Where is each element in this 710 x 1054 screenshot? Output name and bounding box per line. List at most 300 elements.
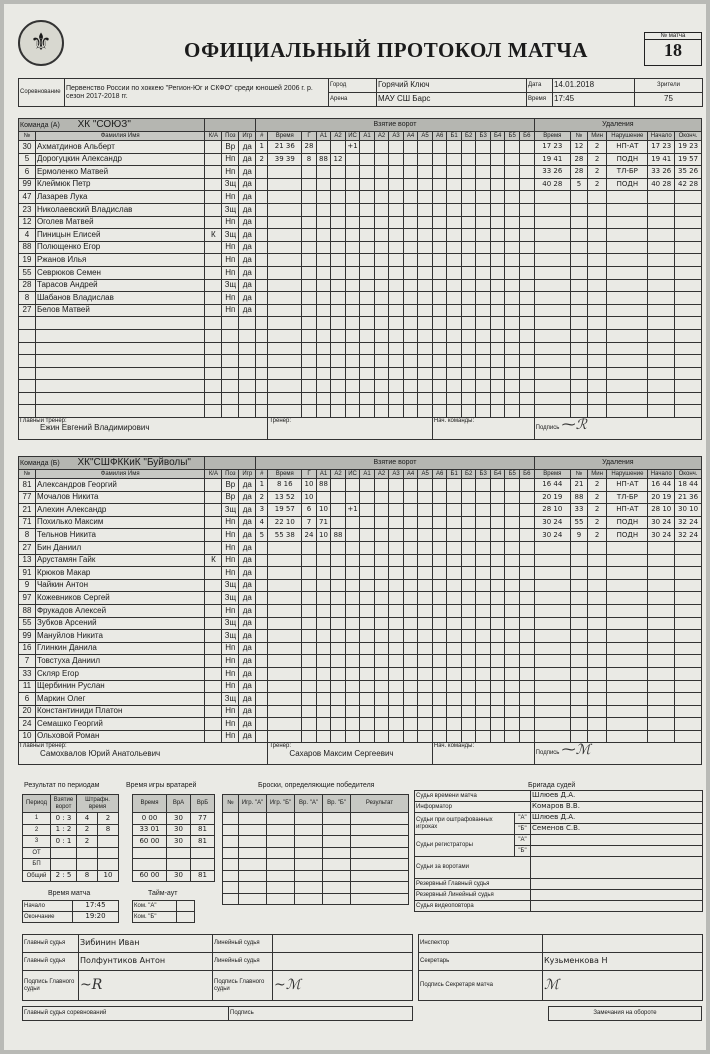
goalie-row bbox=[133, 836, 215, 848]
player-number: 99 bbox=[19, 630, 36, 643]
player-captain bbox=[205, 216, 222, 229]
player-played: да bbox=[239, 617, 256, 630]
player-captain bbox=[205, 516, 222, 529]
player-played: да bbox=[239, 730, 256, 743]
player-played: да bbox=[239, 592, 256, 605]
period-cell: 10 bbox=[98, 870, 119, 882]
goal-cell: 39 39 bbox=[268, 153, 302, 166]
timeout-a-label: Ком. "А" bbox=[133, 901, 177, 912]
player-row bbox=[19, 529, 702, 542]
penalty-b-tag: "Б" bbox=[515, 824, 531, 835]
player-row bbox=[19, 655, 702, 668]
shootout-table bbox=[222, 794, 409, 905]
col-ka: К/А bbox=[205, 470, 222, 479]
player-row bbox=[19, 392, 702, 405]
player-position: Нп bbox=[222, 254, 239, 267]
player-row bbox=[19, 178, 702, 191]
penalty-col: Начало bbox=[648, 470, 675, 479]
goal-col: Б6 bbox=[519, 132, 534, 141]
player-name: Шабанов Владислав bbox=[35, 292, 204, 305]
team_b-coach: Самохвалов Юрий Анатольевич bbox=[40, 748, 161, 758]
period-row bbox=[23, 847, 119, 859]
team_b-goals-title: Взятие ворот bbox=[256, 457, 534, 470]
player-position: Нп bbox=[222, 567, 239, 580]
match-number-box bbox=[644, 32, 702, 66]
player-row bbox=[19, 292, 702, 305]
player-row bbox=[19, 203, 702, 216]
player-number: 4 bbox=[19, 229, 36, 242]
goal-cell bbox=[316, 491, 331, 504]
team_b-table bbox=[18, 456, 702, 765]
player-number: 55 bbox=[19, 617, 36, 630]
goalie-cell: 33 01 bbox=[133, 824, 167, 836]
player-row bbox=[19, 504, 702, 517]
player-captain bbox=[205, 655, 222, 668]
player-position: Нп bbox=[222, 529, 239, 542]
registrar-a-tag: "А" bbox=[515, 835, 531, 846]
player-row bbox=[19, 229, 702, 242]
timeout-table bbox=[132, 900, 195, 923]
player-captain bbox=[205, 304, 222, 317]
goal-cell: 10 bbox=[302, 491, 317, 504]
player-played: да bbox=[239, 680, 256, 693]
player-name: Полющенко Егор bbox=[35, 241, 204, 254]
eagle-icon: ⚜ bbox=[30, 29, 52, 56]
player-number: 24 bbox=[19, 718, 36, 731]
team_b-trainer-label: Тренер: bbox=[269, 743, 291, 750]
arena-value: МАУ СШ Барс bbox=[377, 93, 527, 107]
player-number: 8 bbox=[19, 529, 36, 542]
player-number: 71 bbox=[19, 516, 36, 529]
period-cell: 3 bbox=[23, 836, 51, 848]
penalty-cell: 32 24 bbox=[675, 516, 702, 529]
penalty-cell: 19 57 bbox=[675, 153, 702, 166]
player-played: да bbox=[239, 203, 256, 216]
penalty-cell: 2 bbox=[587, 491, 606, 504]
team_a-penalties-title: Удаления bbox=[534, 119, 701, 132]
period-cell bbox=[98, 847, 119, 859]
player-captain bbox=[205, 705, 222, 718]
player-captain bbox=[205, 141, 222, 154]
goal-col: А2 bbox=[374, 132, 389, 141]
goal-col: Г bbox=[302, 132, 317, 141]
player-played: да bbox=[239, 166, 256, 179]
goal-col: А2 bbox=[374, 470, 389, 479]
main-ref2-label: Главный судья bbox=[23, 953, 79, 971]
team_b-penalties-title: Удаления bbox=[534, 457, 701, 470]
player-name: Ольховой Роман bbox=[35, 730, 205, 743]
goal-col: А6 bbox=[432, 132, 447, 141]
penalty-cell: 30 24 bbox=[648, 516, 675, 529]
registrars-label: Судьи регистраторы bbox=[415, 835, 515, 857]
player-number: 88 bbox=[19, 241, 36, 254]
officials-table bbox=[414, 790, 703, 912]
team_b-trainer: Сахаров Максим Сергеевич bbox=[289, 748, 394, 758]
player-number: 12 bbox=[19, 216, 36, 229]
player-row bbox=[19, 579, 702, 592]
secretary-value: Кузьменкова Н bbox=[543, 953, 703, 971]
goal-cell bbox=[345, 529, 360, 542]
player-row bbox=[19, 718, 702, 731]
player-played: да bbox=[239, 655, 256, 668]
shootout-col: Вр. "А" bbox=[295, 795, 323, 813]
penalty-col: Оконч. bbox=[675, 470, 702, 479]
period-cell bbox=[98, 836, 119, 848]
team_a-coach-signature: ⁓ℛ bbox=[561, 417, 587, 434]
line-ref2-label: Линейный судья bbox=[213, 953, 273, 971]
player-played: да bbox=[239, 241, 256, 254]
player-played: да bbox=[239, 491, 256, 504]
player-played: да bbox=[239, 191, 256, 204]
player-played: да bbox=[239, 279, 256, 292]
penalty-cell: 2 bbox=[587, 153, 606, 166]
player-position: Зщ bbox=[222, 592, 239, 605]
player-captain bbox=[205, 479, 222, 492]
player-name: Похилько Максим bbox=[35, 516, 205, 529]
goal-cell: 10 bbox=[316, 504, 331, 517]
shootout-col: Игр. "Б" bbox=[267, 795, 295, 813]
player-name: Оголев Матвей bbox=[35, 216, 204, 229]
protocol-sheet bbox=[4, 4, 706, 1050]
penalty-col: Время bbox=[534, 470, 570, 479]
player-row bbox=[19, 254, 702, 267]
player-position: Зщ bbox=[222, 178, 239, 191]
player-name: Тарасов Андрей bbox=[35, 279, 204, 292]
player-position: Нп bbox=[222, 153, 239, 166]
player-row bbox=[19, 216, 702, 229]
player-played: да bbox=[239, 554, 256, 567]
main-ref1-label: Главный судья bbox=[23, 935, 79, 953]
start-value: 17:45 bbox=[73, 901, 119, 912]
penalty-cell: 21 bbox=[570, 479, 587, 492]
goalie-row bbox=[133, 824, 215, 836]
end-label: Окончание bbox=[23, 912, 73, 923]
player-captain bbox=[205, 693, 222, 706]
goal-col: Время bbox=[268, 132, 302, 141]
penalty-cell: ТЛ-БР bbox=[607, 491, 648, 504]
goal-cell: 10 bbox=[302, 479, 317, 492]
match-number: 18 bbox=[664, 40, 682, 60]
goal-cell: 5 bbox=[256, 529, 268, 542]
goal-cell: 24 bbox=[302, 529, 317, 542]
col-pos: Поз bbox=[222, 470, 239, 479]
goal-cell: 4 bbox=[256, 516, 268, 529]
player-row bbox=[19, 141, 702, 154]
period-cell: 8 bbox=[77, 870, 98, 882]
player-position: Нп bbox=[222, 554, 239, 567]
period-col: Период bbox=[23, 795, 51, 813]
period-row bbox=[23, 824, 119, 836]
sign-secretary-label: Подпись Секретаря матча bbox=[419, 971, 543, 1001]
goal-col: А5 bbox=[418, 132, 433, 141]
player-captain: К bbox=[205, 229, 222, 242]
player-position: Нп bbox=[222, 191, 239, 204]
col-pos: Поз bbox=[222, 132, 239, 141]
penalty-judge-a: Шлюев Д.А. bbox=[531, 813, 703, 824]
goal-cell: 28 bbox=[302, 141, 317, 154]
match-time-table bbox=[22, 900, 119, 923]
player-name: Ржанов Илья bbox=[35, 254, 204, 267]
goal-cell bbox=[331, 141, 346, 154]
player-captain bbox=[205, 592, 222, 605]
player-number: 16 bbox=[19, 642, 36, 655]
team_b-team-name: ХК"СШФККиК "Буйволы" bbox=[77, 456, 191, 468]
match-number-label: № матча bbox=[645, 33, 701, 40]
player-captain bbox=[205, 266, 222, 279]
col-no: № bbox=[19, 470, 36, 479]
goal-col: А5 bbox=[418, 470, 433, 479]
goal-cell bbox=[345, 479, 360, 492]
timeout-b-label: Ком. "Б" bbox=[133, 912, 177, 923]
player-captain bbox=[205, 529, 222, 542]
team_b-sign-label: Подпись bbox=[535, 750, 560, 757]
officials-title: Бригада судей bbox=[528, 782, 576, 789]
player-played: да bbox=[239, 216, 256, 229]
player-captain bbox=[205, 504, 222, 517]
player-captain bbox=[205, 203, 222, 216]
penalty-cell: НП-АТ bbox=[607, 479, 648, 492]
player-played: да bbox=[239, 516, 256, 529]
player-position: Нп bbox=[222, 292, 239, 305]
player-played: да bbox=[239, 254, 256, 267]
period-cell bbox=[51, 847, 77, 859]
player-captain bbox=[205, 541, 222, 554]
player-played: да bbox=[239, 630, 256, 643]
period-cell: 0 : 3 bbox=[51, 813, 77, 825]
player-played: да bbox=[239, 229, 256, 242]
player-captain: К bbox=[205, 554, 222, 567]
penalty-cell: 2 bbox=[587, 166, 606, 179]
player-name: Мануйлов Никита bbox=[35, 630, 205, 643]
period-cell: 4 bbox=[77, 813, 98, 825]
penalty-cell: 88 bbox=[570, 491, 587, 504]
player-position: Нп bbox=[222, 166, 239, 179]
player-name: Мочалов Никита bbox=[35, 491, 205, 504]
match-info-table bbox=[18, 78, 703, 107]
player-captain bbox=[205, 642, 222, 655]
player-row bbox=[19, 153, 702, 166]
player-row bbox=[19, 380, 702, 393]
player-name: Чайкин Антон bbox=[35, 579, 205, 592]
inspector-table bbox=[418, 934, 703, 1001]
secretary-signature: ℳ bbox=[543, 971, 703, 1001]
goal-col: Б3 bbox=[476, 132, 491, 141]
player-number: 55 bbox=[19, 266, 36, 279]
goal-cell: 6 bbox=[302, 504, 317, 517]
player-name: Фрукадов Алексей bbox=[35, 604, 205, 617]
player-name: Александров Георгий bbox=[35, 479, 205, 492]
player-position: Зщ bbox=[222, 630, 239, 643]
player-row bbox=[19, 279, 702, 292]
player-position: Нп bbox=[222, 541, 239, 554]
player-name: Лазарев Лука bbox=[35, 191, 204, 204]
goalie-a-col: ВрА bbox=[167, 795, 191, 813]
goalie-b-col: ВрБ bbox=[191, 795, 215, 813]
player-number: 33 bbox=[19, 667, 36, 680]
player-position: Нп bbox=[222, 216, 239, 229]
goal-col: Б5 bbox=[505, 470, 520, 479]
player-played: да bbox=[239, 567, 256, 580]
goal-cell bbox=[331, 479, 346, 492]
col-name: Фамилия Имя bbox=[35, 132, 204, 141]
player-captain bbox=[205, 579, 222, 592]
goalie-cell: 60 00 bbox=[133, 836, 167, 848]
goalie-cell: 81 bbox=[191, 824, 215, 836]
notes-table bbox=[548, 1006, 702, 1021]
timeout-label: Тайм-аут bbox=[148, 890, 178, 897]
penalty-judge-b: Семенов С.В. bbox=[531, 824, 703, 835]
player-number: 7 bbox=[19, 655, 36, 668]
penalty-cell: 2 bbox=[587, 516, 606, 529]
player-number: 11 bbox=[19, 680, 36, 693]
team_b-name-cell bbox=[19, 457, 205, 470]
penalty-cell: 28 bbox=[570, 166, 587, 179]
penalty-cell: 2 bbox=[587, 504, 606, 517]
goal-col: А4 bbox=[403, 470, 418, 479]
penalty-cell: 19 41 bbox=[534, 153, 570, 166]
player-position: Зщ bbox=[222, 693, 239, 706]
penalty-a-tag: "А" bbox=[515, 813, 531, 824]
player-captain bbox=[205, 730, 222, 743]
player-position: Нп bbox=[222, 730, 239, 743]
player-row bbox=[19, 317, 702, 330]
goalie-time-col: Время bbox=[133, 795, 167, 813]
notes-label: Замечания на обороте bbox=[549, 1007, 702, 1021]
goal-cell: 1 bbox=[256, 141, 268, 154]
player-position: Зщ bbox=[222, 229, 239, 242]
penalty-cell: 33 26 bbox=[648, 166, 675, 179]
player-row bbox=[19, 705, 702, 718]
period-cell: 2 bbox=[77, 824, 98, 836]
penalty-cell: 21 36 bbox=[675, 491, 702, 504]
main-ref2-signature: ~ℳ bbox=[273, 971, 413, 1001]
player-name: Щербинин Руслан bbox=[35, 680, 205, 693]
goalie-cell: 30 bbox=[167, 813, 191, 825]
goal-col: Б1 bbox=[447, 132, 462, 141]
team_a-sign-label: Подпись bbox=[535, 425, 560, 432]
penalty-cell: ПОДН bbox=[607, 529, 648, 542]
period-cell: 2 bbox=[98, 813, 119, 825]
spectators-value: 75 bbox=[635, 93, 703, 107]
player-number: 99 bbox=[19, 178, 36, 191]
player-row bbox=[19, 491, 702, 504]
player-row bbox=[19, 567, 702, 580]
player-position: Нп bbox=[222, 705, 239, 718]
goal-col: А1 bbox=[316, 470, 331, 479]
penalty-col: Мин bbox=[587, 470, 606, 479]
team_a-coach-label: Главный тренер: bbox=[20, 418, 67, 425]
informer-label: Информатор bbox=[415, 802, 531, 813]
goalie-table bbox=[132, 794, 215, 882]
periods-title: Результат по периодам bbox=[24, 782, 100, 789]
penalty-cell: 2 bbox=[587, 529, 606, 542]
penalty-col: № bbox=[570, 132, 587, 141]
player-position: Нп bbox=[222, 516, 239, 529]
penalty-cell: НП-АТ bbox=[607, 504, 648, 517]
player-row bbox=[19, 355, 702, 368]
line-ref1-label: Линейный судья bbox=[213, 935, 273, 953]
goal-col: А4 bbox=[403, 132, 418, 141]
competition-head-table bbox=[22, 1006, 413, 1021]
player-played: да bbox=[239, 642, 256, 655]
player-captain bbox=[205, 292, 222, 305]
player-captain bbox=[205, 567, 222, 580]
player-name: Тельнов Никита bbox=[35, 529, 205, 542]
player-played: да bbox=[239, 141, 256, 154]
city-label: Город bbox=[329, 79, 377, 93]
goalie-cell: 60 00 bbox=[133, 870, 167, 882]
player-played: да bbox=[239, 504, 256, 517]
player-name: Бин Даниил bbox=[35, 541, 205, 554]
start-label: Начало bbox=[23, 901, 73, 912]
col-name: Фамилия Имя bbox=[35, 470, 205, 479]
penalty-cell: 33 bbox=[570, 504, 587, 517]
player-position: Нп bbox=[222, 604, 239, 617]
period-cell bbox=[77, 847, 98, 859]
goal-col: # bbox=[256, 470, 268, 479]
goal-cell: 2 bbox=[256, 153, 268, 166]
player-number: 97 bbox=[19, 592, 36, 605]
player-captain bbox=[205, 718, 222, 731]
match-time-label: Время матча bbox=[48, 890, 91, 897]
penalty-cell: 16 44 bbox=[648, 479, 675, 492]
player-captain bbox=[205, 191, 222, 204]
player-row bbox=[19, 367, 702, 380]
period-cell: 2 bbox=[77, 836, 98, 848]
penalty-cell: ПОДН bbox=[607, 153, 648, 166]
penalty-cell: 30 10 bbox=[675, 504, 702, 517]
penalty-time-col: Штрафн. время bbox=[77, 795, 119, 813]
goal-cell: 88 bbox=[331, 529, 346, 542]
period-cell bbox=[98, 859, 119, 871]
col-no: № bbox=[19, 132, 36, 141]
player-row bbox=[19, 693, 702, 706]
player-captain bbox=[205, 680, 222, 693]
player-position: Вр bbox=[222, 491, 239, 504]
player-name: Константиниди Платон bbox=[35, 705, 205, 718]
period-row bbox=[23, 870, 119, 882]
player-played: да bbox=[239, 153, 256, 166]
period-row bbox=[23, 836, 119, 848]
player-name: Маркин Олег bbox=[35, 693, 205, 706]
player-played: да bbox=[239, 292, 256, 305]
penalty-cell: 16 44 bbox=[534, 479, 570, 492]
period-cell: ОТ bbox=[23, 847, 51, 859]
penalty-cell: ПОДН bbox=[607, 516, 648, 529]
penalty-cell: 28 10 bbox=[648, 504, 675, 517]
goal-cell bbox=[345, 491, 360, 504]
player-number: 6 bbox=[19, 166, 36, 179]
player-position: Вр bbox=[222, 141, 239, 154]
goal-col: А1 bbox=[316, 132, 331, 141]
goal-cell: 8 16 bbox=[268, 479, 302, 492]
competition-name: Первенство России по хоккею "Регион-Юг и СКФО" среди юношей 2006 г. р. сезон 2017-2018 гг. bbox=[65, 79, 329, 107]
player-number: 88 bbox=[19, 604, 36, 617]
penalty-cell: 28 bbox=[570, 153, 587, 166]
goal-col: Б3 bbox=[476, 470, 491, 479]
player-captain bbox=[205, 178, 222, 191]
penalty-cell: 20 19 bbox=[648, 491, 675, 504]
player-name: Глинкин Данила bbox=[35, 642, 205, 655]
player-number: 8 bbox=[19, 292, 36, 305]
player-played: да bbox=[239, 178, 256, 191]
player-position: Вр bbox=[222, 479, 239, 492]
goal-col: ИС bbox=[345, 132, 360, 141]
player-played: да bbox=[239, 604, 256, 617]
player-name: Ахматдинов Альберт bbox=[35, 141, 204, 154]
goal-col: # bbox=[256, 132, 268, 141]
informer-value: Комаров В.В. bbox=[531, 802, 703, 813]
